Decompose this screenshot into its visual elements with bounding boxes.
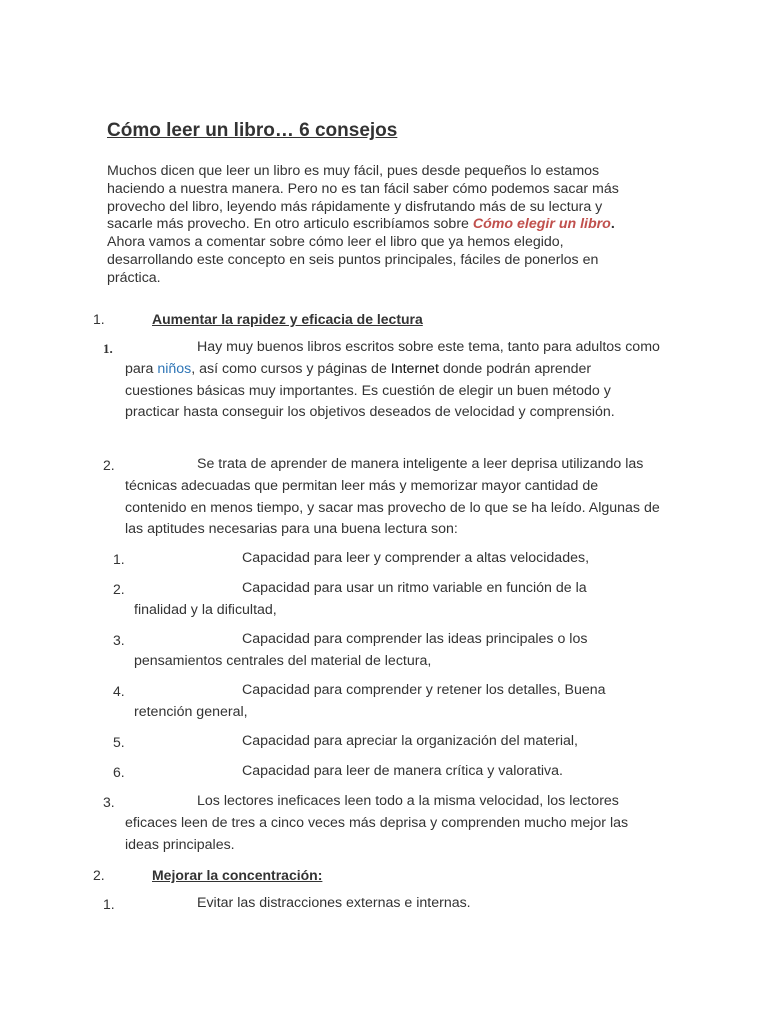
sub-item-text: Capacidad para leer y comprender a altas velocidades,: [242, 550, 590, 566]
intro-paragraph: [107, 163, 637, 288]
sub-item-number: 1.: [113, 551, 125, 567]
list-item-text: Se trata de aprender de manera inteligente a leer deprisa utilizando las técnicas adecuadas que permitan leer más y memorizar mayor cantidad de contenido en menos tiempo, y sacar mas provecho de lo que se ha leído. Algunas de las aptitudes necesarias para una buena lectura son:: [125, 456, 660, 538]
sub-item-text: Capacidad para leer de manera crítica y valorativa.: [242, 763, 563, 779]
intro-period: .: [610, 216, 615, 233]
sub-item-text: Capacidad para apreciar la organización del material,: [242, 733, 578, 749]
list-item-number: 2.: [103, 457, 115, 473]
sub-item-number: 3.: [113, 632, 125, 648]
list-item-number: 1.: [103, 896, 115, 912]
sub-item-text: Capacidad para comprender las ideas principales o los pensamientos centrales del material de lectura,: [134, 631, 588, 669]
section-number: 1.: [93, 311, 105, 327]
sub-item-number: 6.: [113, 764, 125, 780]
intro-text: Muchos dicen que leer un libro es muy fácil, pues desde pequeños lo estamos haciendo a nuestra manera. Pero no es tan fácil saber cómo podemos sacar más provecho del libro, leyendo más rápidamente y disfrutando más de su lectura y sacarle más provecho. En otro articulo escribíamos sobre: [107, 163, 619, 233]
list-item-number: 1.: [103, 341, 113, 356]
list-item-text: Evitar las distracciones externas e internas.: [197, 895, 471, 911]
sub-item-text: Capacidad para usar un ritmo variable en función de la finalidad y la dificultad,: [134, 580, 587, 618]
list-item-number: 3.: [103, 794, 115, 810]
section-heading: Aumentar la rapidez y eficacia de lectura: [152, 311, 423, 327]
sub-item-number: 5.: [113, 734, 125, 750]
page-title: Cómo leer un libro… 6 consejos: [107, 120, 398, 141]
list-item-text: Hay muy buenos libros escritos sobre este tema, tanto para adultos como para niños, así como cursos y páginas de Internet donde podrán aprender cuestiones básicas muy importantes. Es cuestión de elegir un buen método y practicar hasta conseguir los objetivos deseados de velocidad y comprensión.: [125, 339, 660, 421]
section-number: 2.: [93, 867, 105, 883]
sub-item-text: Capacidad para comprender y retener los detalles, Buena retención general,: [134, 682, 606, 720]
internet-link[interactable]: Internet: [390, 360, 439, 377]
section-heading: Mejorar la concentración:: [152, 867, 323, 883]
sub-item-number: 2.: [113, 581, 125, 597]
ninos-link[interactable]: niños: [157, 360, 192, 377]
list-item-text: Los lectores ineficaces leen todo a la misma velocidad, los lectores eficaces leen de tres a cinco veces más deprisa y comprenden mucho mejor las ideas principales.: [125, 793, 629, 853]
elegir-libro-link[interactable]: Cómo elegir un libro: [472, 216, 611, 233]
intro-text-after: Ahora vamos a comentar sobre cómo leer el libro que ya hemos elegido, desarrollando este concepto en seis puntos principales, fáciles de ponerlos en práctica.: [107, 234, 599, 286]
sub-item-number: 4.: [113, 683, 125, 699]
